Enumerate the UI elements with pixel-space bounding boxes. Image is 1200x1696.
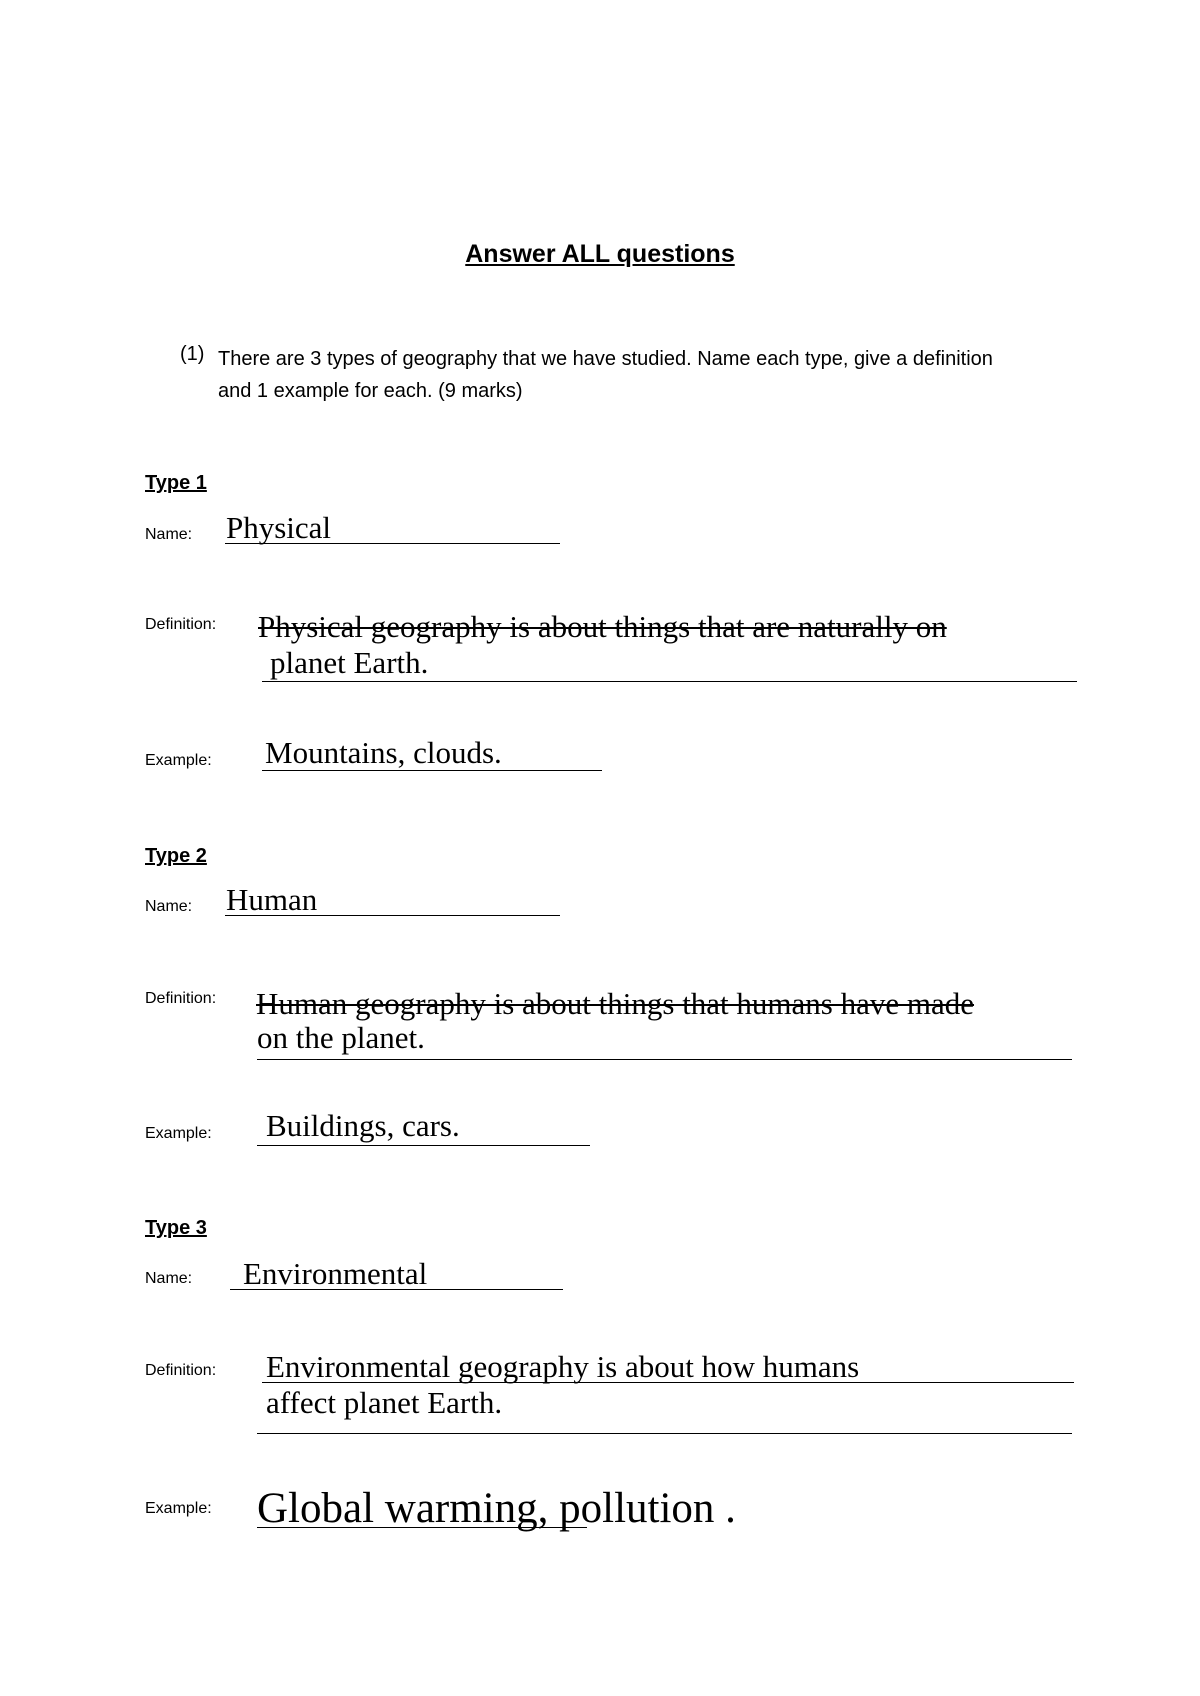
type-1-example-answer: Mountains, clouds.: [265, 735, 502, 770]
type-2-heading: Type 2: [145, 845, 207, 867]
type-3-definition-line-2: affect planet Earth.: [266, 1385, 503, 1420]
type-1-name-answer: Physical: [226, 510, 332, 545]
type-1-example-label: Example:: [145, 752, 212, 769]
type-3-example-answer: Global warming, pollution .: [257, 1485, 736, 1532]
page-heading: Answer ALL questions: [465, 240, 735, 268]
type-1-heading: Type 1: [145, 472, 207, 494]
type-2-definition-line: [257, 1059, 1072, 1060]
type-3-example-line: [257, 1527, 587, 1528]
type-2-name-label: Name:: [145, 898, 193, 915]
type-2-name-answer: Human: [226, 882, 318, 917]
type-3-name-line: [230, 1289, 563, 1290]
type-1-example-line: [262, 770, 602, 771]
type-3-name-label: Name:: [145, 1270, 193, 1287]
type-2-name-line: [225, 915, 560, 916]
type-1-name-label: Name:: [145, 526, 193, 543]
type-1-definition-line-2: planet Earth.: [270, 645, 429, 680]
type-1-name-line: [225, 543, 560, 544]
type-2-example-answer: Buildings, cars.: [266, 1108, 460, 1143]
type-3-definition-line-1: Environmental geography is about how humans: [266, 1349, 860, 1384]
type-2-definition-label: Definition:: [145, 990, 217, 1007]
type-2-definition-line-2: on the planet.: [257, 1020, 425, 1055]
type-3-definition-label: Definition:: [145, 1362, 217, 1379]
type-2-example-line: [257, 1145, 590, 1146]
type-3-example-label: Example:: [145, 1500, 212, 1517]
type-3-name-answer: Environmental: [243, 1256, 428, 1291]
type-1-definition-line: [262, 681, 1077, 682]
type-2-example-label: Example:: [145, 1125, 212, 1142]
type-3-definition-line-b: [257, 1433, 1072, 1434]
type-1-definition-line-1: Physical geography is about things that are naturally on: [258, 609, 947, 644]
question-number: (1): [180, 343, 205, 365]
type-3-definition-line-a: [262, 1382, 1074, 1383]
type-3-heading: Type 3: [145, 1217, 207, 1239]
type-2-definition-line-1: Human geography is about things that humans have made: [256, 986, 975, 1021]
type-1-definition-label: Definition:: [145, 616, 217, 633]
question-text: There are 3 types of geography that we have studied. Name each type, give a definition and 1 example for each. (9 marks): [218, 348, 993, 402]
